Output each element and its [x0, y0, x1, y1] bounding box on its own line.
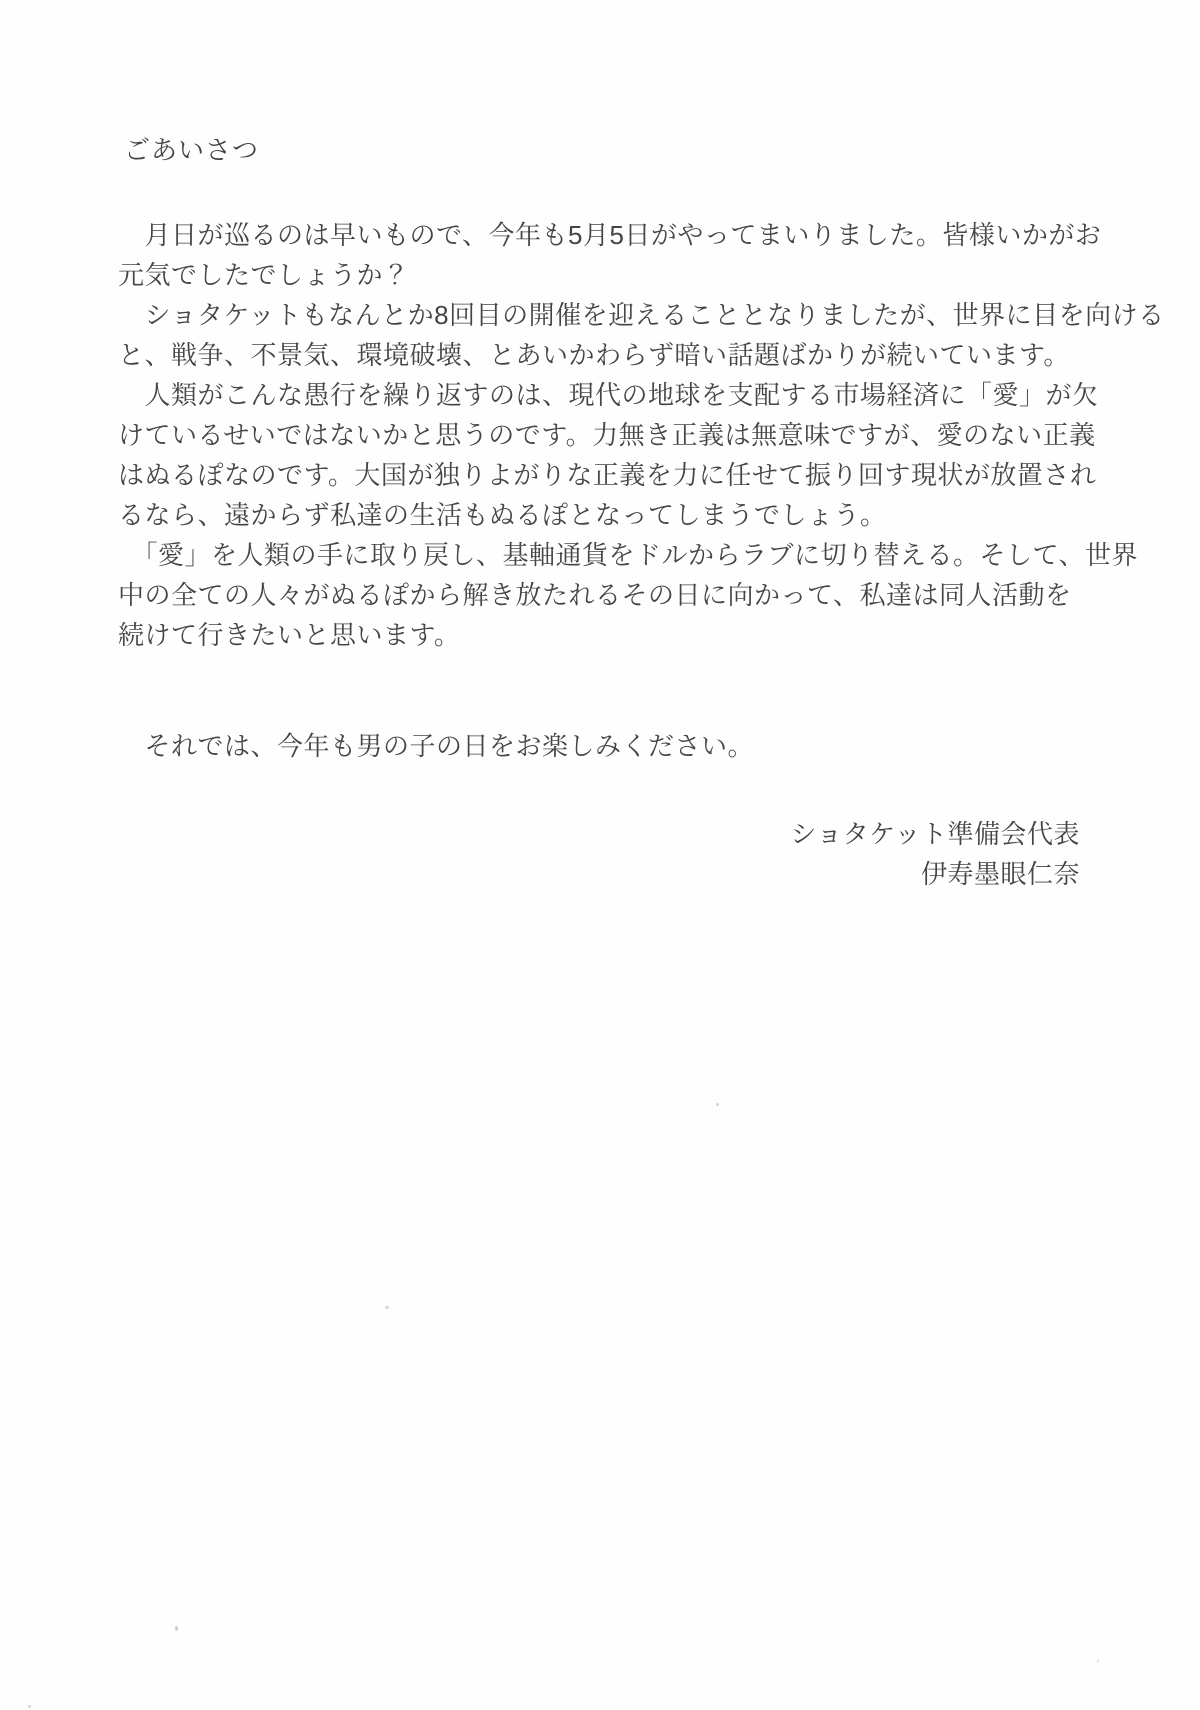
- scan-speck: [28, 1705, 31, 1708]
- body-line: 「愛」を人類の手に取り戻し、基軸通貨をドルからラブに切り替える。そして、世界: [118, 540, 1138, 570]
- body-line: と、戦争、不景気、環境破壊、とあいかわらず暗い話題ばかりが続いています。: [118, 340, 1070, 370]
- body-line: 続けて行きたいと思います。: [118, 620, 461, 650]
- body-line: 中の全ての人々がぬるぽから解き放たれるその日に向かって、私達は同人活動を: [118, 580, 1072, 610]
- letter-body: [118, 215, 1165, 655]
- closing-line: それでは、今年も男の子の日をお楽しみください。: [118, 731, 755, 761]
- body-line: はぬるぽなのです。大国が独りよがりな正義を力に任せて振り回す現状が放置され: [118, 460, 1097, 490]
- scan-speck: [385, 1306, 389, 1309]
- body-line: けているせいではないかと思うのです。力無き正義は無意味ですが、愛のない正義: [118, 420, 1096, 450]
- signature-name: 伊寿墨眼仁奈: [920, 859, 1080, 889]
- scan-speck: [716, 1103, 719, 1106]
- body-line: 月日が巡るのは早いもので、今年も5月5日がやってまいりました。皆様いかがお: [118, 220, 1102, 250]
- page-title: ごあいさつ: [124, 135, 260, 165]
- body-line: 人類がこんな愚行を繰り返すのは、現代の地球を支配する市場経済に「愛」が欠: [118, 380, 1099, 410]
- signature-organization: ショタケット準備会代表: [790, 819, 1080, 849]
- body-line: るなら、遠からず私達の生活もぬるぽとなってしまうでしょう。: [118, 500, 887, 530]
- signature-block: [790, 814, 1080, 894]
- body-line: ショタケットもなんとか8回目の開催を迎えることとなりましたが、世界に目を向ける: [118, 300, 1165, 330]
- body-line: 元気でしたでしょうか？: [118, 260, 410, 290]
- scan-speck: [175, 1626, 178, 1631]
- scan-speck: [1097, 1659, 1099, 1663]
